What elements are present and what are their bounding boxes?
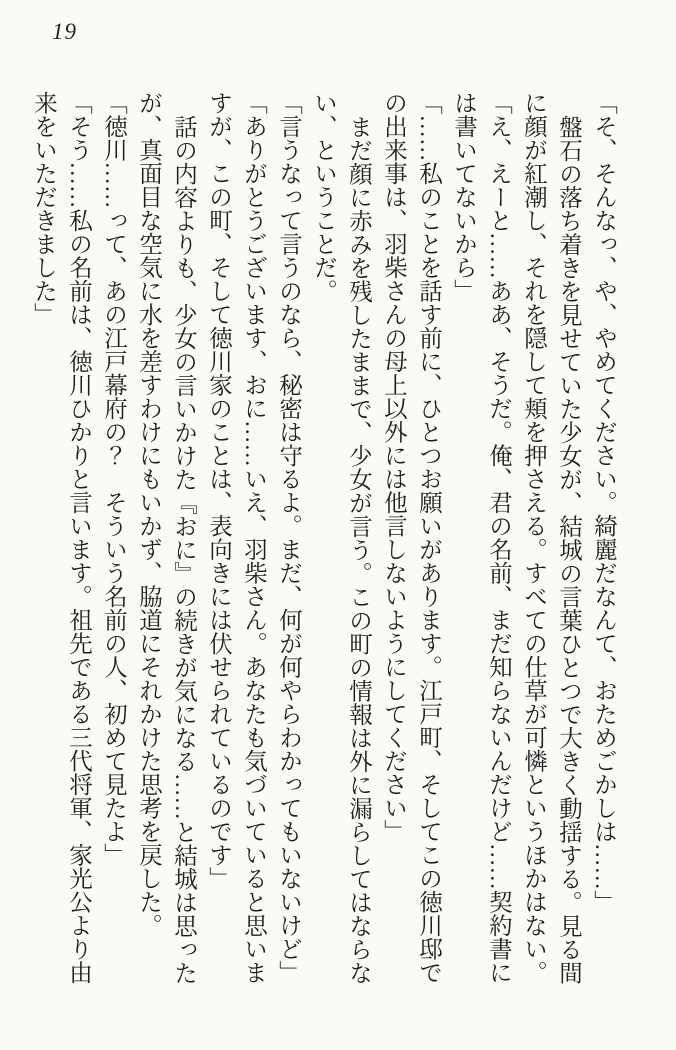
paragraph: 「徳川……って、あの江戸幕府の？ そういう名前の人、初めて見たよ」 [100,91,126,867]
paragraph: 「そ、そんなっ、や、やめてください。綺麗だなんて、おためごかしは……」 [590,91,616,914]
page-number: 19 [52,19,77,44]
paragraph: 「そう……私の名前は、徳川ひかりと言います。祖先である三代将軍、家光公より由来をいただきました」 [30,91,91,984]
paragraph: 話の内容よりも、少女の言いかけた『おに』の続きが気になる……と結城は思ったが、真面目な空気に水を差すわけにもいかず、脇道にそれかけた思考を戻した。 [135,91,196,984]
paragraph: 「言うなって言うのなら、秘密は守るよ。まだ、何が何やらわかってもいないけど」 [275,91,301,984]
paragraph: 「……私のことを話す前に、ひとつお願いがあります。江戸町、そしてこの徳川邸での出来事は、羽柴さんの母上以外には他言しないようにしてください」 [380,91,441,984]
paragraph: 「え、えーと……ああ、そうだ。俺、君の名前、まだ知らないんだけど……契約書には書いてないから」 [450,91,511,984]
paragraph: 盤石の落ち着きを見せていた少女が、結城の言葉ひとつで大きく動揺する。見る間に顔が紅潮し、それを隠して頬を押さえる。すべての仕草が可憐というほかはない。 [520,91,581,984]
text-body [24,91,620,987]
paragraph: まだ顔に赤みを残したままで、少女が言う。この町の情報は外に漏らしてはならない、ということだ。 [310,91,371,984]
paragraph: 「ありがとうございます、おに……いえ、羽柴さん。あなたも気づいていると思いますが、この町、そして徳川家のことは、表向きには伏せられているのです」 [205,91,266,984]
